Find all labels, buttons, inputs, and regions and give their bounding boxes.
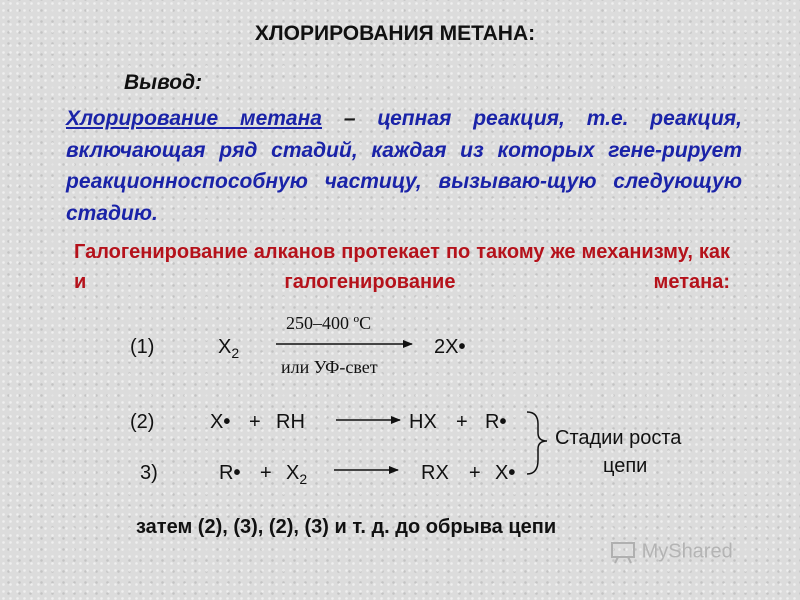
propagation-stage-label: Стадии роста (555, 427, 682, 449)
definition-term: Хлорирование метана (66, 107, 322, 130)
reaction-2-product-2: R• (485, 411, 507, 433)
final-sequence-line: затем (2), (3), (2), (3) и т. д. до обрыва цепи (136, 516, 557, 538)
reaction-2-plus-2: + (456, 411, 468, 433)
reaction-2-plus-1: + (249, 411, 261, 433)
reaction-2-reactant-1: X• (210, 411, 231, 433)
conclusion-label: Вывод: (124, 71, 203, 94)
reaction-1-number: (1) (130, 336, 155, 358)
reaction-3-number: 3) (140, 462, 158, 484)
reaction-2-reactant-2: RH (276, 411, 305, 433)
halogenation-paragraph: Галогенирование алканов протекает по такому же механизму, как и галогенирование метана: (74, 241, 730, 293)
definition-dash: – (343, 107, 356, 130)
watermark-logo: MyShared (610, 540, 733, 564)
reaction-3-plus-1: + (260, 462, 272, 484)
page-title: ХЛОРИРОВАНИЯ МЕТАНА: (254, 22, 536, 45)
reaction-3-product-1: RX (421, 462, 449, 484)
reaction-1-condition-uv: или УФ-свет (281, 357, 378, 377)
propagation-brace (527, 412, 547, 474)
definition-text: цепная реакция, т.е. реакция, включающая ряд стадий, каждая из которых гене-рирует реакционноспособную частицу, вызываю-щую следующую стадию. (66, 107, 742, 225)
reaction-1-condition-temperature: 250–400 ºС (286, 313, 372, 333)
reaction-1-reactant: $X_2$ (218, 336, 240, 361)
reaction-2-product-1: HX (409, 411, 437, 433)
reaction-1-product: 2X• (434, 336, 466, 358)
reaction-2-number: (2) (130, 411, 155, 433)
propagation-stage-label-line-2: цепи (603, 455, 648, 477)
reaction-3-reactant-1: R• (219, 462, 241, 484)
reaction-3-reactant-2: $X_2$ (286, 462, 308, 487)
reaction-3-product-2: X• (495, 462, 516, 484)
presentation-board-icon (610, 540, 636, 564)
reaction-3-plus-2: + (469, 462, 481, 484)
